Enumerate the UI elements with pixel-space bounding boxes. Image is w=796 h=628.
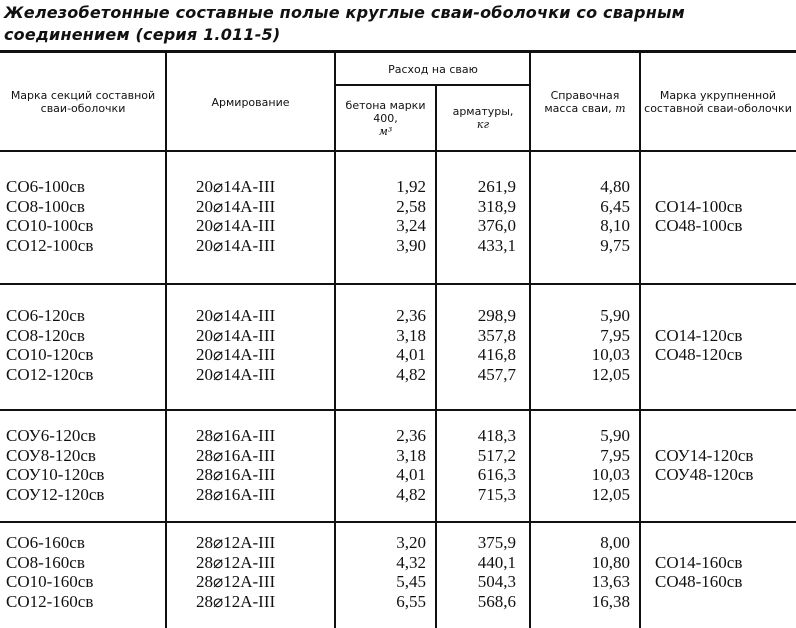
cell-arm: 20⌀14А-III — [196, 325, 276, 345]
cell-concrete: 4,32 — [396, 552, 426, 572]
cell-mark: СО10-120св — [6, 345, 94, 364]
cell-group-mark: СО14-100св — [655, 196, 743, 216]
cell-mass: 4,80 — [600, 177, 630, 196]
cell-rebar: 357,8 — [477, 325, 516, 345]
cell-mark: СО8-160св — [6, 552, 85, 572]
cell-arm: 28⌀12А-III — [196, 552, 276, 572]
cell-mass: 5,90 — [600, 306, 630, 325]
cell-mark: СО6-120св — [6, 306, 85, 325]
header-group: Марка укрупненной составной сваи-оболочки — [644, 89, 792, 115]
cell-concrete: 3,20 — [396, 533, 426, 552]
cell-mark: СО6-100св — [6, 177, 85, 196]
header-concrete: бетона марки 400, м³ — [345, 98, 426, 138]
cell-mass: 8,10 — [600, 216, 630, 235]
cell-arm: 20⌀14А-III — [196, 235, 276, 255]
cell-mass: 9,75 — [600, 235, 630, 255]
cell-rebar: 616,3 — [477, 465, 516, 484]
cell-concrete: 2,36 — [396, 306, 426, 325]
header-mark: Марка секций составной сваи-оболочки — [10, 89, 156, 115]
cell-concrete: 4,01 — [396, 465, 426, 484]
cell-arm: 28⌀16А-III — [196, 484, 276, 504]
cell-concrete: 1,92 — [396, 177, 426, 196]
cell-group-mark: СОУ14-120св — [655, 445, 754, 465]
cell-mass: 10,80 — [591, 552, 630, 572]
cell-concrete: 2,58 — [396, 196, 426, 216]
cell-arm: 20⌀14А-III — [196, 345, 276, 364]
header-consumption: Расход на сваю — [388, 62, 478, 76]
cell-concrete: 4,01 — [396, 345, 426, 364]
cell-mass: 7,95 — [600, 325, 630, 345]
cell-arm: 20⌀14А-III — [196, 177, 276, 196]
cell-mass: 13,63 — [591, 572, 630, 591]
cell-mass: 10,03 — [591, 465, 630, 484]
cell-mass: 8,00 — [600, 533, 630, 552]
rule-group-3 — [0, 521, 796, 523]
cell-arm: 20⌀14А-III — [196, 216, 276, 235]
cell-mark: СОУ12-120св — [6, 484, 105, 504]
cell-arm: 28⌀12А-III — [196, 572, 276, 591]
header-mass: Справочная масса сваи, т — [544, 89, 626, 115]
cell-mark: СО8-120св — [6, 325, 85, 345]
header-concrete-unit: м³ — [378, 124, 393, 138]
cell-rebar: 261,9 — [477, 177, 516, 196]
cell-arm: 20⌀14А-III — [196, 364, 276, 384]
cell-mass: 12,05 — [591, 364, 630, 384]
header-rebar: арматуры, кг — [452, 105, 514, 131]
cell-mark: СО10-100св — [6, 216, 94, 235]
cell-mass: 7,95 — [600, 445, 630, 465]
cell-concrete: 5,45 — [396, 572, 426, 591]
cell-mass: 5,90 — [600, 426, 630, 445]
cell-concrete: 2,36 — [396, 426, 426, 445]
col-divider-5 — [639, 52, 641, 628]
cell-rebar: 298,9 — [477, 306, 516, 325]
cell-rebar: 375,9 — [477, 533, 516, 552]
cell-group-mark: СО14-160св — [655, 552, 743, 572]
cell-mark: СО10-160св — [6, 572, 94, 591]
header-rebar-unit: кг — [476, 118, 490, 131]
cell-mark: СОУ10-120св — [6, 465, 105, 484]
cell-rebar: 517,2 — [477, 445, 516, 465]
cell-group-mark: СО48-120св — [655, 345, 743, 364]
cell-concrete: 4,82 — [396, 484, 426, 504]
cell-rebar: 418,3 — [477, 426, 516, 445]
title-line-2: соединением (серия 1.011-5) — [4, 25, 281, 44]
cell-group-mark: СОУ48-120св — [655, 465, 754, 484]
cell-rebar: 568,6 — [477, 591, 516, 611]
cell-mark: СО6-160св — [6, 533, 85, 552]
header-arm: Армирование — [211, 95, 290, 109]
cell-rebar: 715,3 — [477, 484, 516, 504]
cell-rebar: 433,1 — [477, 235, 516, 255]
col-divider-3 — [435, 85, 437, 628]
cell-rebar: 416,8 — [477, 345, 516, 364]
cell-arm: 28⌀16А-III — [196, 465, 276, 484]
rule-consumption-split — [334, 84, 530, 86]
cell-arm: 28⌀16А-III — [196, 445, 276, 465]
rule-top — [0, 50, 796, 53]
col-divider-1 — [165, 52, 167, 628]
cell-arm: 28⌀12А-III — [196, 591, 276, 611]
cell-concrete: 3,18 — [396, 325, 426, 345]
rule-header-bottom — [0, 150, 796, 152]
cell-mark: СО12-120св — [6, 364, 94, 384]
cell-concrete: 3,24 — [396, 216, 426, 235]
cell-group-mark: СО14-120св — [655, 325, 743, 345]
cell-rebar: 457,7 — [477, 364, 516, 384]
cell-mark: СО12-160св — [6, 591, 94, 611]
cell-mark: СО8-100св — [6, 196, 85, 216]
cell-arm: 20⌀14А-III — [196, 306, 276, 325]
title-line-1: Железобетонные составные полые круглые сваи-оболочки со сварным — [4, 3, 685, 22]
cell-rebar: 318,9 — [477, 196, 516, 216]
cell-arm: 28⌀12А-III — [196, 533, 276, 552]
cell-arm: 20⌀14А-III — [196, 196, 276, 216]
cell-concrete: 4,82 — [396, 364, 426, 384]
cell-arm: 28⌀16А-III — [196, 426, 276, 445]
cell-mass: 16,38 — [591, 591, 630, 611]
cell-mark: СОУ6-120св — [6, 426, 96, 445]
cell-mass: 6,45 — [600, 196, 630, 216]
rule-group-2 — [0, 409, 796, 411]
cell-rebar: 440,1 — [477, 552, 516, 572]
cell-mass: 12,05 — [591, 484, 630, 504]
cell-rebar: 504,3 — [477, 572, 516, 591]
rule-group-1 — [0, 283, 796, 285]
cell-concrete: 3,18 — [396, 445, 426, 465]
cell-concrete: 6,55 — [396, 591, 426, 611]
header-mass-unit: т — [615, 102, 626, 115]
col-divider-4 — [529, 52, 531, 628]
cell-mark: СОУ8-120св — [6, 445, 96, 465]
cell-rebar: 376,0 — [477, 216, 516, 235]
cell-mass: 10,03 — [591, 345, 630, 364]
cell-group-mark: СО48-160св — [655, 572, 743, 591]
col-divider-2 — [334, 52, 336, 628]
cell-mark: СО12-100св — [6, 235, 94, 255]
cell-group-mark: СО48-100св — [655, 216, 743, 235]
cell-concrete: 3,90 — [396, 235, 426, 255]
